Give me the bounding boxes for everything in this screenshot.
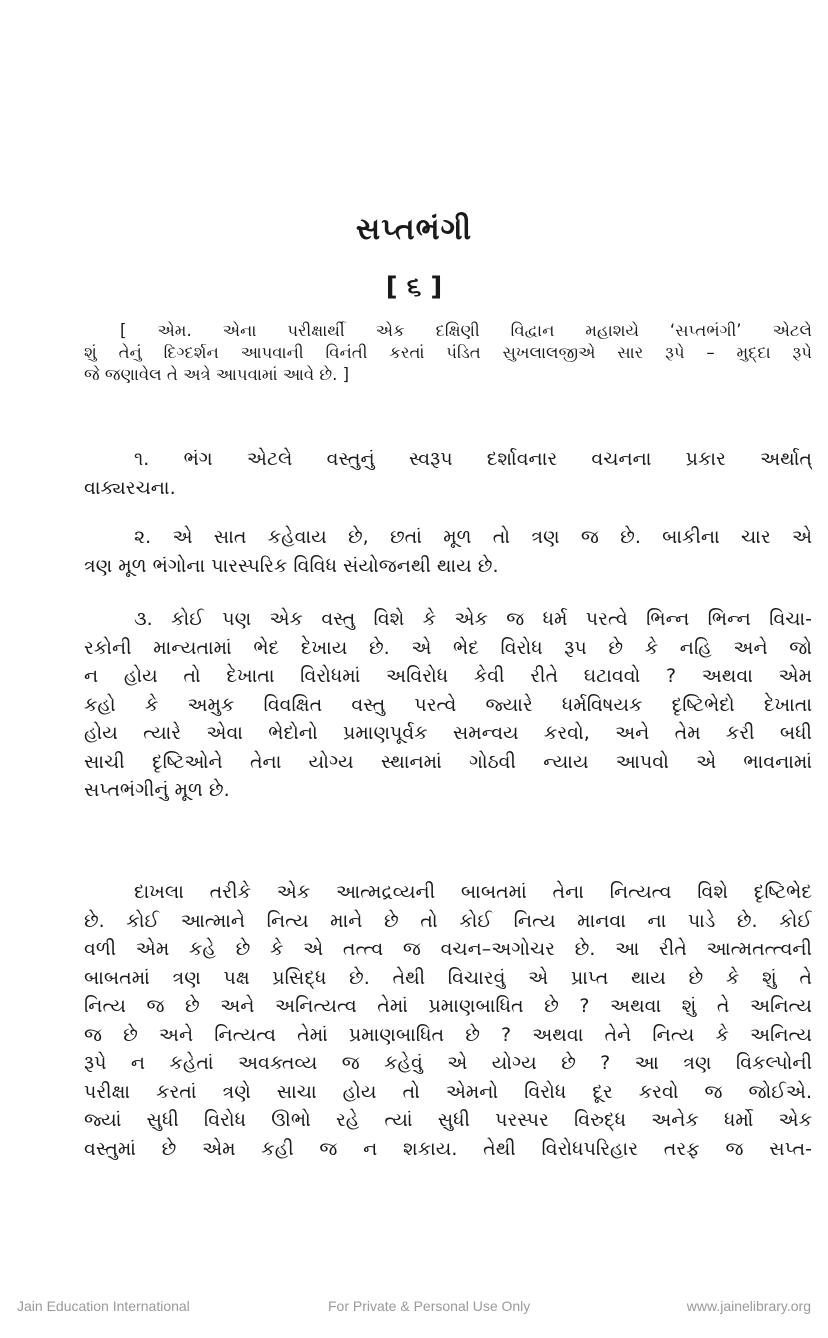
text-line: ત્રણ મૂળ ભંગોના પારસ્પરિક વિવિધ સંયોજનથી થાય છે. xyxy=(84,554,499,577)
paragraph-2 xyxy=(84,523,812,580)
text-line: બાબતમાં ત્રણ પક્ષ પ્રસિદ્ધ છે. તેથી વિચારવું એ પ્રાપ્ત થાય છે કે શું તે xyxy=(84,966,812,989)
text-line: ૧. ભંગ એટલે વસ્તુનું સ્વરૂપ દર્શાવનાર વચનના પ્રકાર અર્થાત્ xyxy=(134,448,812,470)
intro-note xyxy=(84,320,812,386)
footer xyxy=(0,1298,828,1318)
chapter-number: [ ૬ ] xyxy=(385,272,443,302)
footer-publisher: Jain Education International xyxy=(17,1298,190,1314)
text-line: પરીક્ષા કરતાં ત્રણે સાચા હોય તો એમનો વિરોધ દૂર કરવો જ જોઈએ. xyxy=(84,1080,812,1103)
text-line: દાખલા તરીકે એક આત્મદ્રવ્યની બાબતમાં તેના નિત્યત્વ વિશે દૃષ્ટિભેદ xyxy=(134,881,812,903)
intro-line: શું તેનું દિગ્દર્શન આપવાની વિનંતી કરતાં પંડિત સુખલાલજીએ સાર રૂપે – મુદ્દા રૂપે xyxy=(84,343,812,362)
text-line: સપ્તભંગીનું મૂળ છે. xyxy=(84,779,230,801)
text-line: કહો કે અમુક વિવક્ષિત વસ્તુ પરત્વે જ્યારે ધર્મવિષયક દૃષ્ટિભેદો દેખાતા xyxy=(84,693,812,716)
text-line: ૩. કોઈ પણ એક વસ્તુ વિશે કે એક જ ધર્મ પરત્વે ભિન્ન ભિન્ન વિચા- xyxy=(134,608,812,630)
text-line: ૨. એ સાત કહેવાય છે, છતાં મૂળ તો ત્રણ જ છે. બાકીના ચાર એ xyxy=(134,526,812,548)
paragraph-3 xyxy=(84,605,812,805)
text-line: હોય ત્યારે એવા ભેદોનો પ્રમાણપૂર્વક સમન્વય કરવો, અને તેમ કરી બધી xyxy=(84,722,812,744)
text-line: ન હોય તો દેખાતા વિરોધમાં અવિરોધ કેવી રીતે ઘટાવવો ? અથવા એમ xyxy=(84,665,812,687)
paragraph-1 xyxy=(84,445,812,502)
text-line: નિત્ય જ છે અને અનિત્યત્વ તેમાં પ્રમાણબાધિત છે ? અથવા શું તે અનિત્ય xyxy=(84,995,812,1017)
text-line: રૂપે ન કહેતાં અવક્તવ્ય જ કહેવું એ યોગ્ય છે ? આ ત્રણ વિકલ્પોની xyxy=(84,1052,812,1074)
intro-line: જે જણાવેલ તે અત્રે આપવામાં આવે છે. ] xyxy=(84,365,350,384)
text-line: જ છે અને નિત્યત્વ તેમાં પ્રમાણબાધિત છે ? અથવા તેને નિત્ય કે અનિત્ય xyxy=(84,1023,812,1046)
text-line: છે. કોઈ આત્માને નિત્ય માને છે તો કોઈ નિત્ય માનવા ના પાડે છે. કોઈ xyxy=(84,909,812,932)
intro-line: [ એમ. એના પરીક્ષાર્થી એક દક્ષિણી વિદ્વાન મહાશયે ‘સપ્તભંગી’ એટલે xyxy=(120,321,812,340)
page-title: સપ્તભંગી xyxy=(355,212,473,247)
paragraph-4 xyxy=(84,878,812,1163)
text-line: રકોની માન્યતામાં ભેદ દેખાય છે. એ ભેદ વિરોધ રૂપ છે કે નહિ અને જો xyxy=(84,636,812,659)
footer-usage-notice: For Private & Personal Use Only xyxy=(328,1298,531,1314)
footer-website-link[interactable]: www.jainelibrary.org xyxy=(686,1298,811,1314)
text-line: વળી એમ કહે છે કે એ તત્ત્વ જ વચન–અગોચર છે. આ રીતે આત્મતત્ત્વની xyxy=(84,938,812,960)
text-line: સાચી દૃષ્ટિઓને તેના યોગ્ય સ્થાનમાં ગોઠવી ન્યાય આપવો એ ભાવનામાં xyxy=(84,750,812,773)
text-line: વાક્યરચના. xyxy=(84,476,176,499)
text-line: વસ્તુમાં છે એમ કહી જ ન શકાય. તેથી વિરોધપરિહાર તરફ જ સપ્ત- xyxy=(84,1137,812,1160)
text-line: જ્યાં સુધી વિરોધ ઊભો રહે ત્યાં સુધી પરસ્પર વિરુદ્ધ અનેક ધર્મો એક xyxy=(84,1109,812,1131)
